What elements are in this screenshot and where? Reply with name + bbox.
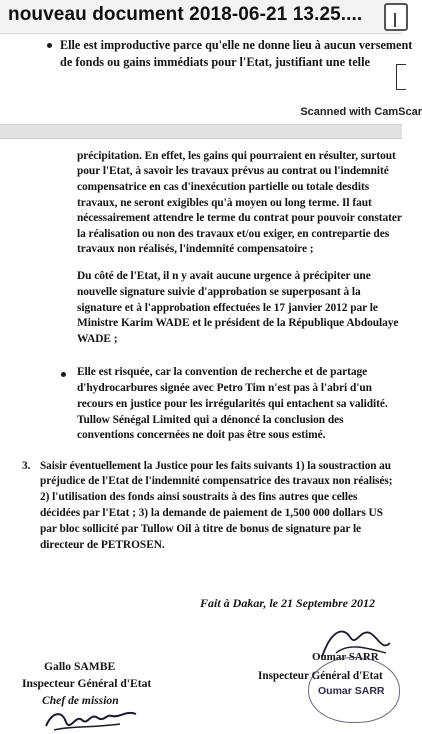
signatory-right-title: Inspecteur Général d'Etat xyxy=(258,670,383,682)
text-line: nécessairement attendre le terme du contrat pour pouvoir constater xyxy=(77,212,402,224)
text-line: signature et à l'approbation effectuées le 17 janvier 2012 par le xyxy=(77,302,378,314)
text-line: décidées par l'Etat ; 3) la demande de paiement de 1,500 000 dollars US xyxy=(40,507,384,519)
text-line: directeur de PETROSEN. xyxy=(40,539,165,551)
bullet-icon xyxy=(47,43,52,48)
text-line: Saisir éventuellement la Justice pour les faits suivants 1) la soustraction au xyxy=(40,460,391,472)
bullet-icon xyxy=(61,372,66,377)
text-line: Elle est improductive parce qu'elle ne donne lieu à aucun versement xyxy=(60,38,413,52)
share-icon[interactable] xyxy=(384,3,408,31)
text-line: nouvelle signature suivie d'approbation se superposant à la xyxy=(77,286,361,298)
signatory-left-name: Gallo SAMBE xyxy=(44,660,116,673)
text-line: conventions concernées ne doit pas être sous estimé. xyxy=(77,429,326,441)
text-line: travaux non réalisés, l'indemnité compensatoire ; xyxy=(77,243,314,255)
text-line: précipitation. En effet, les gains qui pourraient en résulter, surtout xyxy=(77,150,396,162)
page-edge xyxy=(396,64,406,90)
text-line: compensatrice en cas d'inexécution partielle ou totale desdits xyxy=(77,181,370,193)
text-line: pour l'Etat, à savoir les travaux prévus au contrat ou l'indemnité xyxy=(77,165,389,177)
text-line: WADE ; xyxy=(77,333,118,345)
text-line: d'hydrocarbures signée avec Petro Tim n'est pas à l'abri d'un xyxy=(77,382,372,394)
title-bar xyxy=(0,0,402,34)
camscanner-watermark: Scanned with CamScar xyxy=(300,106,422,118)
stamp-name: Oumar SARR xyxy=(318,685,385,697)
text-line: travaux, ne seront exigibles qu'à moyen ou long terme. Il faut xyxy=(77,197,372,209)
list-number: 3. xyxy=(22,460,31,472)
signature-left xyxy=(40,704,140,734)
text-line: Du côté de l'Etat, il n y avait aucune urgence à précipiter une xyxy=(77,270,371,282)
signatory-left-role: Chef de mission xyxy=(42,694,119,707)
page-gap xyxy=(0,124,402,139)
text-line: Ministre Karim WADE et le président de la République Abdoulaye xyxy=(77,317,399,329)
signatory-right-name: Oumar SARR xyxy=(312,651,379,663)
text-line: 2) l'utilisation des fonds ainsi soustraits à des fins autres que celles xyxy=(40,491,358,503)
page-1-fragment xyxy=(0,34,422,124)
text-line: la réalisation ou non des travaux et/ou exiger, en contrepartie des xyxy=(77,228,390,240)
text-line: préjudice de l'Etat de l'indemnité compensatrice des travaux non réalisés; xyxy=(40,475,393,487)
text-line: Tullow Sénégal Limited qui a dénoncé la conclusion des xyxy=(77,414,344,426)
text-line: Elle est risquée, car la convention de recherche et de partage xyxy=(77,366,368,378)
document-title: nouveau document 2018-06-21 13.25.... xyxy=(8,4,363,25)
signatory-left-title: Inspecteur Général d'Etat xyxy=(22,677,152,690)
text-line: par bloc sollicité par Tullow Oil à titre de bonus de signature par le xyxy=(40,523,362,535)
place-date: Fait à Dakar, le 21 Septembre 2012 xyxy=(200,596,375,610)
page-2 xyxy=(0,139,402,733)
text-line: recours en justice pour les irrégularités qui entachent sa validité. xyxy=(77,398,388,410)
text-line: de fonds ou gains immédiats pour l'Etat, justifiant une telle xyxy=(60,55,370,69)
